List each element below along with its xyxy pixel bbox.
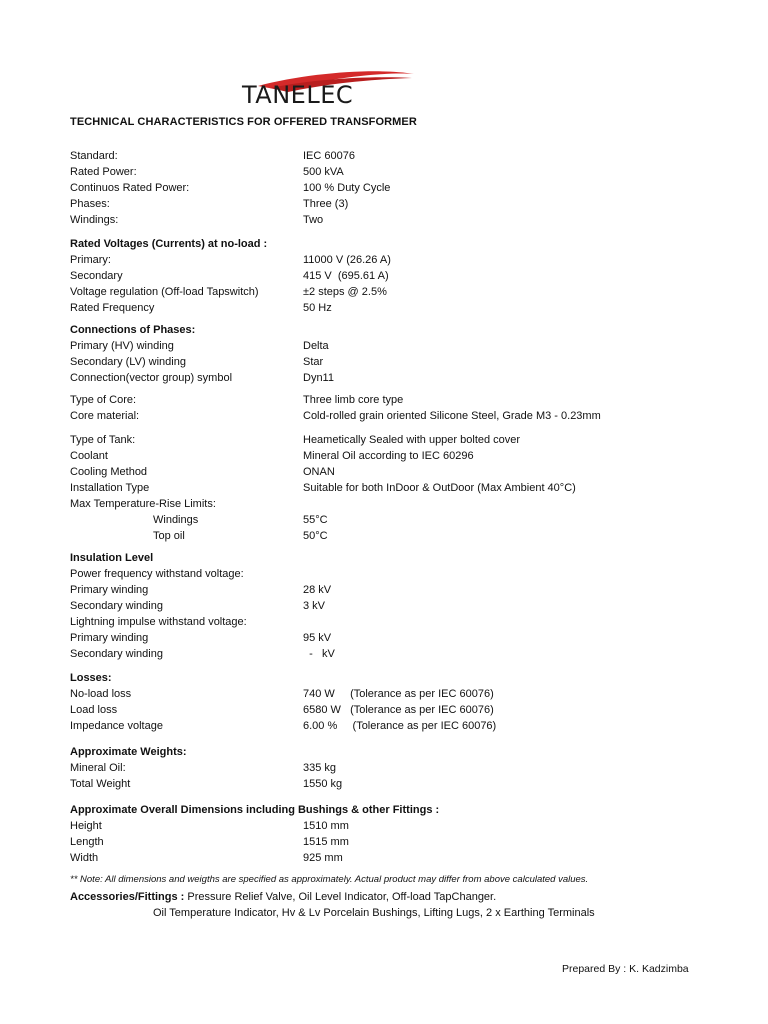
spec-row: [0, 776, 768, 792]
spec-value: 6580 W (Tolerance as per IEC 60076): [303, 704, 494, 716]
spec-row: [0, 148, 768, 164]
spec-row: [0, 582, 768, 598]
spec-row: [0, 284, 768, 300]
spec-row: [0, 850, 768, 866]
spec-row: [0, 670, 768, 686]
accessories-list-1: Pressure Relief Valve, Oil Level Indicator, Off-load TapChanger.: [184, 891, 497, 903]
spec-label: Continuos Rated Power:: [70, 182, 190, 194]
spec-label: Lightning impulse withstand voltage:: [70, 616, 247, 628]
spec-value: Cold-rolled grain oriented Silicone Steel, Grade M3 - 0.23mm: [303, 410, 601, 422]
spec-row: [0, 408, 768, 424]
spec-row: [0, 268, 768, 284]
spec-row: [0, 760, 768, 776]
spec-label: Height: [70, 820, 102, 832]
spec-label: Windings:: [70, 214, 119, 226]
spec-row: [0, 322, 768, 338]
spec-label: No-load loss: [70, 688, 132, 700]
tanelec-logo: [240, 66, 420, 110]
spec-value: 1510 mm: [303, 820, 349, 832]
spec-label: Power frequency withstand voltage:: [70, 568, 244, 580]
spec-value: 95 kV: [303, 632, 332, 644]
document-title: TECHNICAL CHARACTERISTICS FOR OFFERED TRANSFORMER: [70, 116, 417, 128]
spec-label: Phases:: [70, 198, 110, 210]
spec-row: [0, 338, 768, 354]
spec-label: Secondary winding: [70, 648, 163, 660]
spec-value: 28 kV: [303, 584, 332, 596]
spec-row: [0, 550, 768, 566]
spec-value: 3 kV: [303, 600, 326, 612]
spec-row: [0, 300, 768, 316]
spec-value: 415 V (695.61 A): [303, 270, 389, 282]
spec-label: Secondary: [70, 270, 123, 282]
spec-row: [0, 236, 768, 252]
spec-value: Mineral Oil according to IEC 60296: [303, 450, 474, 462]
spec-label: Losses:: [70, 672, 112, 684]
spec-label: Type of Tank:: [70, 434, 136, 446]
spec-row: [0, 392, 768, 408]
spec-value: Two: [303, 214, 324, 226]
spec-value: 925 mm: [303, 852, 343, 864]
spec-row: [0, 480, 768, 496]
spec-label: Insulation Level: [70, 552, 154, 564]
spec-value: Dyn11: [303, 372, 334, 384]
spec-row: [0, 630, 768, 646]
spec-value: 55°C: [303, 514, 328, 526]
spec-label: Length: [70, 836, 104, 848]
spec-value: Suitable for both InDoor & OutDoor (Max Ambient 40°C): [303, 482, 576, 494]
spec-label: Total Weight: [70, 778, 131, 790]
spec-row: [0, 196, 768, 212]
spec-label: Impedance voltage: [70, 720, 163, 732]
spec-row: [0, 834, 768, 850]
spec-row: [0, 598, 768, 614]
spec-value: ±2 steps @ 2.5%: [303, 286, 387, 298]
spec-row: [0, 252, 768, 268]
spec-row: [0, 646, 768, 662]
spec-label: Windings: [153, 514, 199, 526]
spec-value: Delta: [303, 340, 329, 352]
spec-row: [0, 464, 768, 480]
spec-value: 740 W (Tolerance as per IEC 60076): [303, 688, 494, 700]
spec-label: Rated Voltages (Currents) at no-load :: [70, 238, 268, 250]
spec-label: Rated Power:: [70, 166, 137, 178]
spec-value: 11000 V (26.26 A): [303, 254, 391, 266]
spec-row: [0, 718, 768, 734]
logo-wordmark: TANELEC: [242, 81, 354, 109]
spec-label: Mineral Oil:: [70, 762, 126, 774]
spec-label: Cooling Method: [70, 466, 148, 478]
spec-row: [0, 370, 768, 386]
spec-label: Approximate Overall Dimensions including Bushings & other Fittings :: [70, 804, 440, 816]
spec-row: [0, 448, 768, 464]
spec-value: 1515 mm: [303, 836, 349, 848]
spec-value: 100 % Duty Cycle: [303, 182, 391, 194]
spec-label: Approximate Weights:: [70, 746, 187, 758]
spec-label: Core material:: [70, 410, 140, 422]
spec-value: IEC 60076: [303, 150, 355, 162]
spec-row: [0, 614, 768, 630]
spec-label: Secondary winding: [70, 600, 163, 612]
spec-row: [0, 566, 768, 582]
spec-row: [0, 512, 768, 528]
spec-row: [0, 164, 768, 180]
spec-label: Primary winding: [70, 632, 149, 644]
spec-value: Heametically Sealed with upper bolted cover: [303, 434, 521, 446]
spec-label: Primary (HV) winding: [70, 340, 174, 352]
spec-label: Coolant: [70, 450, 108, 462]
spec-value: 1550 kg: [303, 778, 343, 790]
prepared-by: Prepared By : K. Kadzimba: [562, 963, 689, 975]
spec-value: 500 kVA: [303, 166, 344, 178]
spec-row: [0, 180, 768, 196]
spec-label: Standard:: [70, 150, 118, 162]
spec-label: Width: [70, 852, 99, 864]
spec-label: Top oil: [153, 530, 185, 542]
spec-label: Connection(vector group) symbol: [70, 372, 233, 384]
accessories-label: Accessories/Fittings :: [70, 891, 185, 903]
spec-value: 50 Hz: [303, 302, 332, 314]
spec-label: Installation Type: [70, 482, 150, 494]
spec-value: - kV: [303, 648, 335, 660]
spec-value: Three limb core type: [303, 394, 404, 406]
spec-value: 6.00 % (Tolerance as per IEC 60076): [303, 720, 497, 732]
accessories-line-2: Oil Temperature Indicator, Hv & Lv Porcelain Bushings, Lifting Lugs, 2 x Earthing Terminals: [153, 907, 595, 919]
spec-label: Type of Core:: [70, 394, 137, 406]
spec-label: Primary winding: [70, 584, 149, 596]
spec-label: Voltage regulation (Off-load Tapswitch): [70, 286, 259, 298]
spec-row: [0, 702, 768, 718]
dimensions-note: ** Note: All dimensions and weigths are specified as approximately. Actual product may differ from above calculated values.: [70, 874, 589, 885]
spec-value: 335 kg: [303, 762, 337, 774]
accessories-line-1: [70, 889, 496, 905]
spec-row: [0, 212, 768, 228]
spec-value: Star: [303, 356, 324, 368]
spec-row: [0, 496, 768, 512]
spec-label: Primary:: [70, 254, 111, 266]
spec-value: ONAN: [303, 466, 335, 478]
spec-row: [0, 818, 768, 834]
spec-row: [0, 686, 768, 702]
spec-value: Three (3): [303, 198, 349, 210]
spec-label: Secondary (LV) winding: [70, 356, 186, 368]
spec-label: Rated Frequency: [70, 302, 155, 314]
spec-label: Load loss: [70, 704, 118, 716]
spec-label: Max Temperature-Rise Limits:: [70, 498, 216, 510]
spec-row: [0, 354, 768, 370]
spec-row: [0, 802, 768, 818]
spec-row: [0, 528, 768, 544]
spec-label: Connections of Phases:: [70, 324, 196, 336]
spec-row: [0, 744, 768, 760]
spec-row: [0, 432, 768, 448]
spec-value: 50°C: [303, 530, 328, 542]
